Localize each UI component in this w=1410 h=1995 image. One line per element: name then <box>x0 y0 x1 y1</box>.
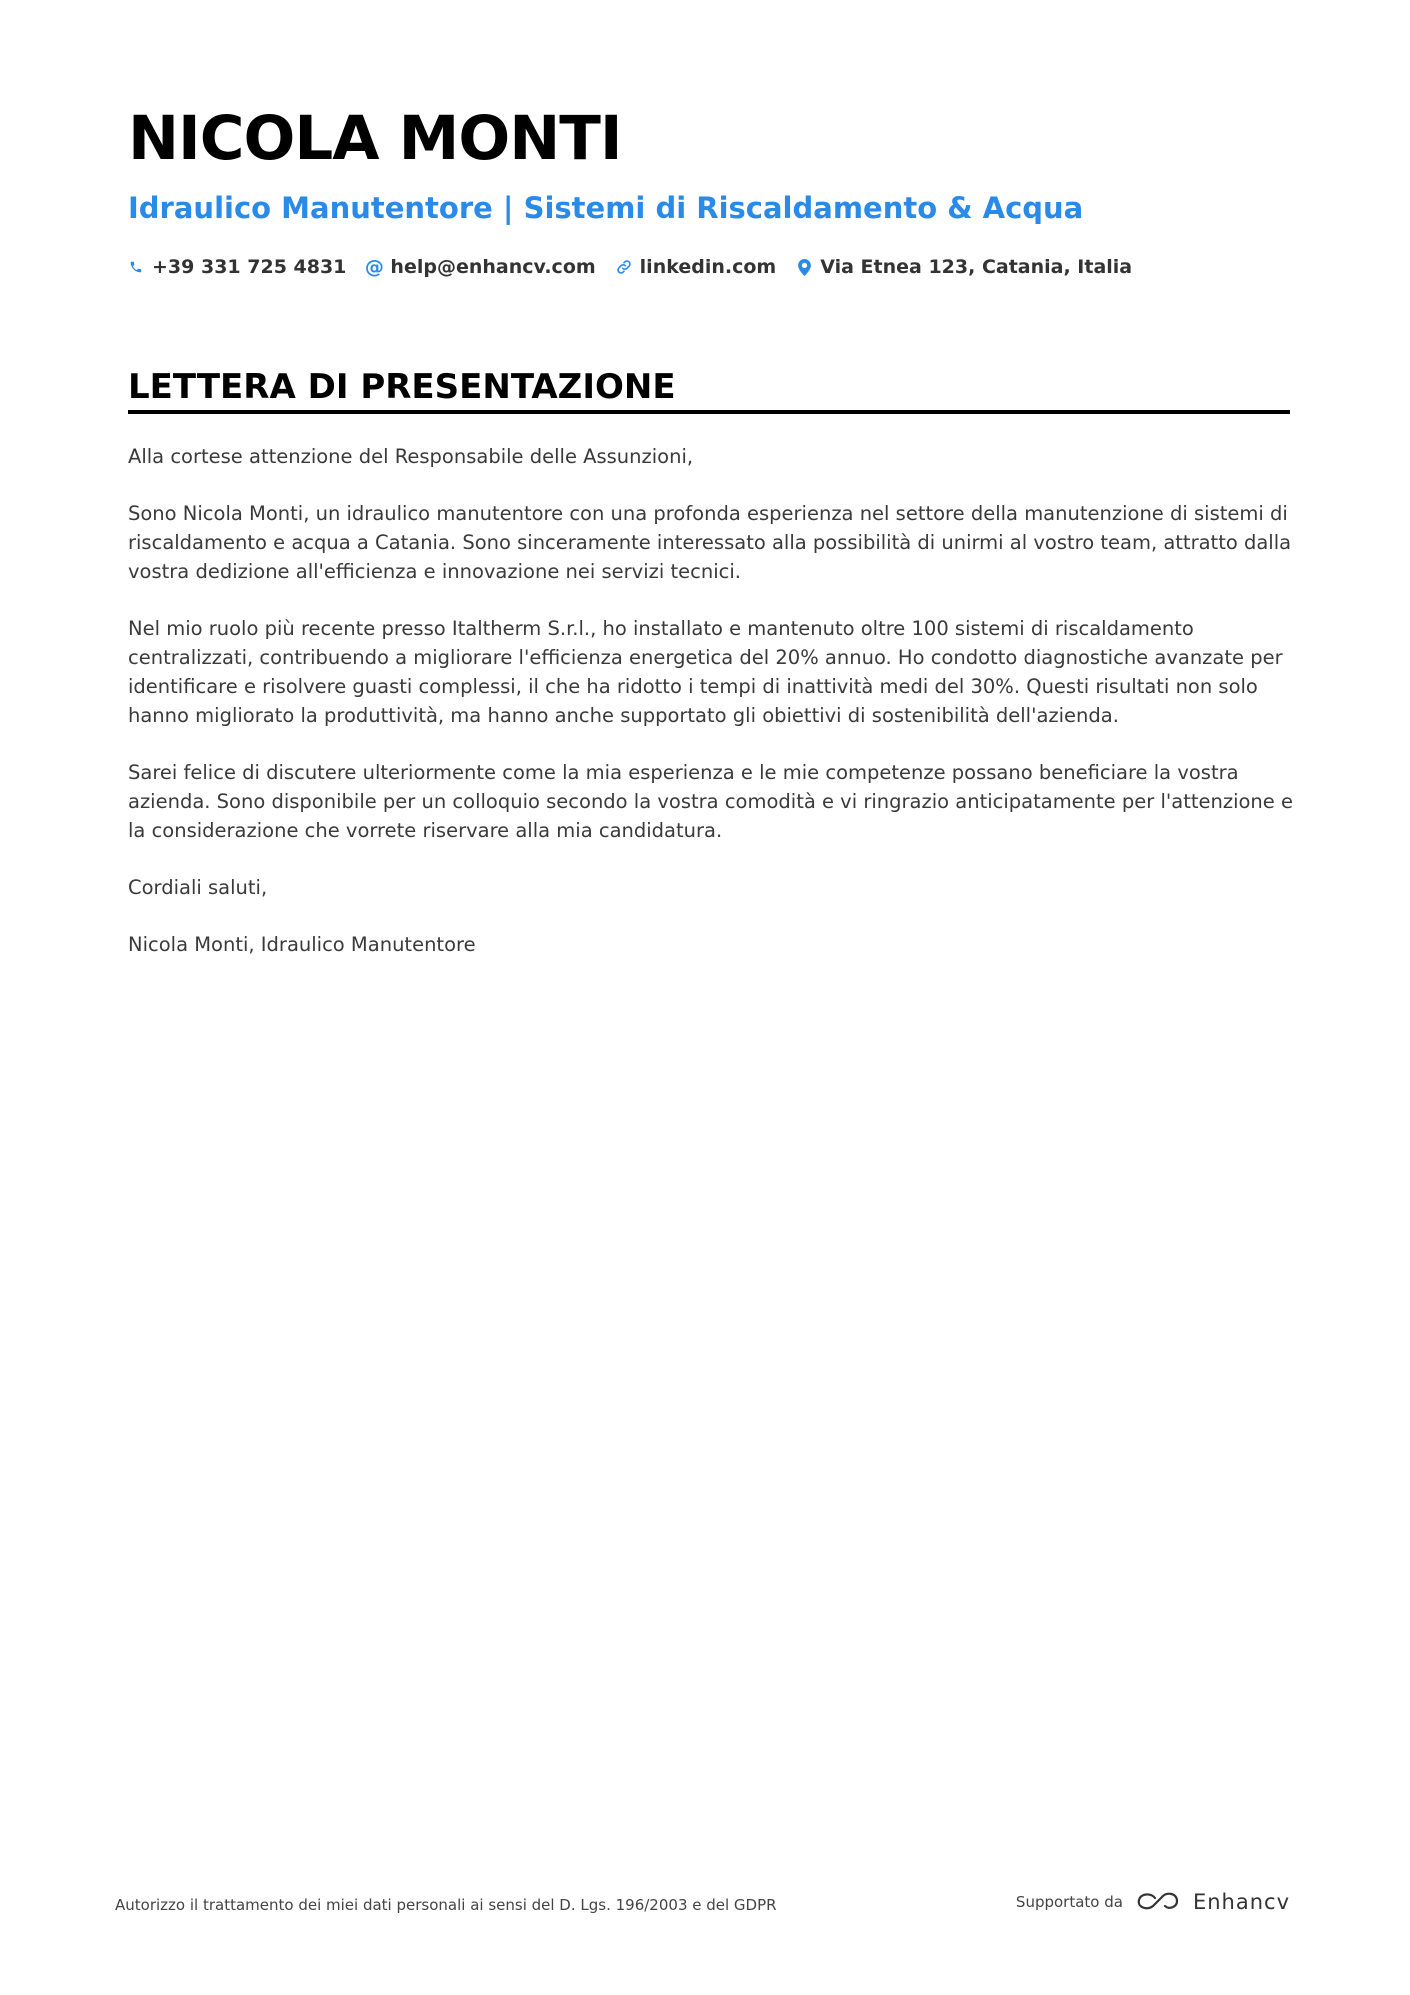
section-divider <box>128 410 1290 414</box>
candidate-name: NICOLA MONTI <box>128 103 622 174</box>
phone-icon <box>128 258 144 276</box>
candidate-headline: Idraulico Manutentore | Sistemi di Riscaldamento & Acqua <box>128 191 1084 225</box>
contact-linkedin[interactable] <box>616 256 777 278</box>
contact-phone <box>128 256 346 278</box>
privacy-consent-note: Autorizzo il trattamento dei miei dati personali ai sensi del D. Lgs. 196/2003 e del GDPR <box>115 1896 777 1914</box>
footer-branding[interactable] <box>1016 1890 1290 1914</box>
contact-email[interactable] <box>366 256 595 278</box>
link-icon <box>616 258 632 276</box>
enhancv-brand-name: Enhancv <box>1192 1890 1290 1914</box>
contact-bar <box>128 256 1132 278</box>
supported-by-label: Supportato da <box>1015 1893 1123 1911</box>
contact-location-text: Via Etnea 123, Catania, Italia <box>820 256 1133 278</box>
letter-signature: Nicola Monti, Idraulico Manutentore <box>128 933 476 956</box>
letter-paragraph: Nel mio ruolo più recente presso Italtherm S.r.l., ho installato e mantenuto oltre 100 sistemi di riscaldamento centralizzati, contribuendo a migliorare l'efficienza energetica del 20% annuo. Ho condotto diagnostiche avanzate per identificare e risolvere guasti complessi, il che ha ridotto i tempi di inattività medi del 30%. Questi risultati non solo hanno migliorato la produttività, ma hanno anche supportato gli obiettivi di sostenibilità dell'azienda. <box>128 617 1283 727</box>
contact-email-text[interactable]: help@enhancv.com <box>390 256 596 278</box>
contact-phone-text: +39 331 725 4831 <box>152 256 347 278</box>
contact-linkedin-text[interactable]: linkedin.com <box>639 256 777 278</box>
section-title: LETTERA DI PRESENTAZIONE <box>128 367 676 407</box>
letter-paragraph: Sarei felice di discutere ulteriormente come la mia esperienza e le mie competenze possano beneficiare la vostra azienda. Sono disponibile per un colloquio secondo la vostra comodità e vi ringrazio anticipatamente per l'attenzione e la considerazione che vorrete riservare alla mia candidatura. <box>128 761 1293 842</box>
letter-paragraph: Sono Nicola Monti, un idraulico manutentore con una profonda esperienza nel settore della manutenzione di sistemi di riscaldamento e acqua a Catania. Sono sinceramente interessato alla possibilità di unirmi al vostro team, attratto dalla vostra dedizione all'efficienza e innovazione nei servizi tecnici. <box>128 502 1292 583</box>
contact-location <box>796 256 1132 278</box>
letter-closing: Cordiali saluti, <box>128 876 268 899</box>
letter-body <box>128 442 1293 987</box>
at-icon: @ <box>364 255 384 278</box>
location-pin-icon <box>796 258 812 276</box>
letter-salutation: Alla cortese attenzione del Responsabile delle Assunzioni, <box>128 445 694 468</box>
enhancv-logo-icon <box>1135 1890 1181 1914</box>
